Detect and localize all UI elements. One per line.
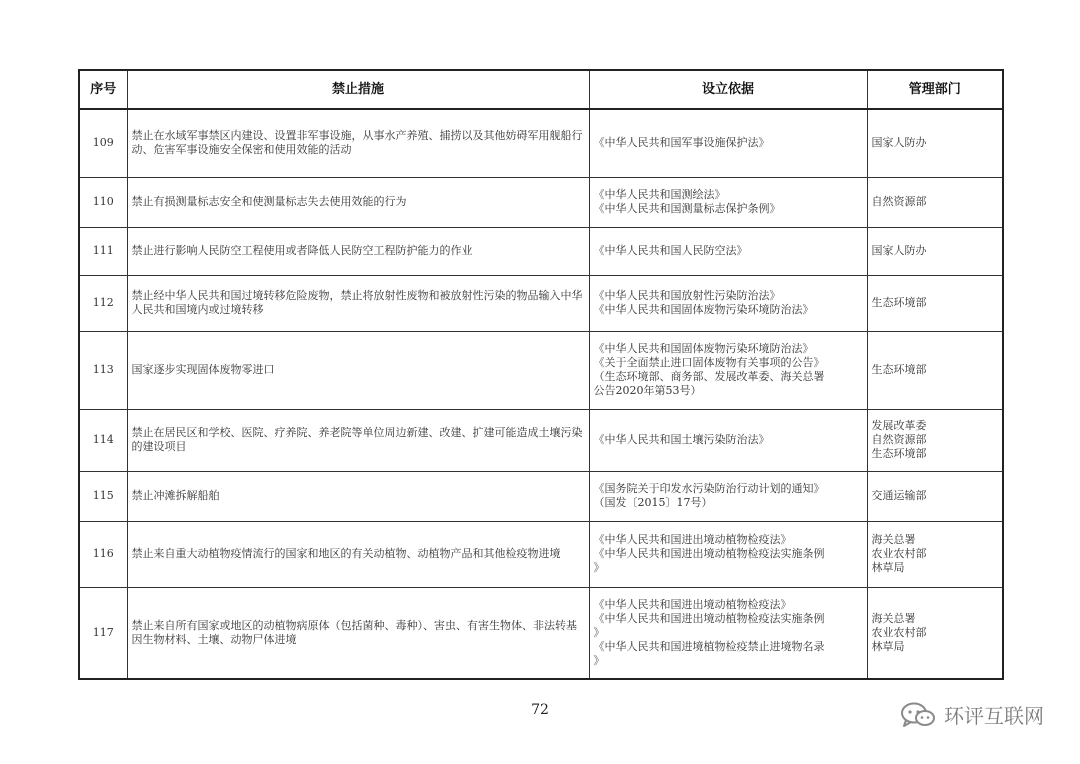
row-measure: 国家逐步实现固体废物零进口: [127, 331, 589, 409]
basis-line: 《中华人民共和国测绘法》: [593, 188, 726, 201]
dept-line: 林草局: [871, 561, 905, 574]
row-measure: 禁止来自重大动植物疫情流行的国家和地区的有关动植物、动植物产品和其他检疫物进境: [127, 521, 589, 587]
row-num: 114: [79, 409, 127, 471]
basis-line: （国发〔2015〕17号）: [593, 496, 713, 509]
prohibition-table: [78, 69, 1004, 680]
row-basis: [589, 109, 867, 177]
table-row: [79, 331, 1003, 409]
dept-line: 生态环境部: [871, 363, 927, 376]
page-number: 72: [531, 702, 549, 718]
row-dept: [867, 409, 1003, 471]
row-dept: [867, 177, 1003, 227]
row-basis: [589, 409, 867, 471]
basis-line: 《关于全面禁止进口固体废物有关事项的公告》: [593, 356, 825, 369]
dept-line: 交通运输部: [871, 489, 927, 502]
row-basis: [589, 331, 867, 409]
wechat-icon: [900, 701, 936, 729]
row-dept: [867, 521, 1003, 587]
table-row: [79, 275, 1003, 331]
row-basis: [589, 227, 867, 275]
basis-line: 《中华人民共和国进出境动植物检疫法》: [593, 597, 792, 611]
header-num: 序号: [79, 70, 127, 109]
dept-line: 林草局: [871, 639, 905, 653]
basis-line: 《中华人民共和国人民防空法》: [593, 244, 748, 257]
row-num: 111: [79, 227, 127, 275]
table-row: [79, 587, 1003, 679]
row-measure: 禁止在居民区和学校、医院、疗养院、养老院等单位周边新建、改建、扩建可能造成土壤污染的建设项目: [127, 409, 589, 471]
dept-line: 生态环境部: [871, 296, 927, 309]
dept-line: 海关总署: [871, 533, 916, 546]
table-row: [79, 521, 1003, 587]
row-dept: [867, 471, 1003, 521]
row-basis: [589, 471, 867, 521]
dept-line: 自然资源部: [871, 433, 927, 446]
row-dept: [867, 109, 1003, 177]
row-measure: 禁止进行影响人民防空工程使用或者降低人民防空工程防护能力的作业: [127, 227, 589, 275]
table-row: [79, 409, 1003, 471]
dept-line: 国家人防办: [871, 136, 927, 150]
row-num: 117: [79, 587, 127, 679]
row-basis: [589, 521, 867, 587]
basis-line: 《中华人民共和国固体废物污染环境防治法》: [593, 303, 814, 316]
row-num: 112: [79, 275, 127, 331]
row-dept: [867, 587, 1003, 679]
basis-line: 《中华人民共和国进出境动植物检疫法实施条例: [593, 547, 825, 560]
basis-line: 《中华人民共和国进境植物检疫禁止进境物名录: [593, 639, 825, 653]
row-measure: 禁止有损测量标志安全和使测量标志失去使用效能的行为: [127, 177, 589, 227]
row-dept: [867, 275, 1003, 331]
basis-line: 《中华人民共和国测量标志保护条例》: [593, 202, 781, 215]
row-measure: 禁止来自所有国家或地区的动植物病原体（包括菌种、毒种）、害虫、有害生物体、非法转基因生物材料、土壤、动物尸体进境: [127, 587, 589, 679]
basis-line: 《国务院关于印发水污染防治行动计划的通知》: [593, 482, 825, 495]
header-basis: 设立依据: [589, 70, 867, 109]
basis-line: 《中华人民共和国进出境动植物检疫法实施条例: [593, 611, 825, 625]
dept-line: 农业农村部: [871, 625, 927, 639]
table-header-row: [79, 70, 1003, 109]
row-basis: [589, 275, 867, 331]
watermark: [900, 700, 1044, 729]
row-measure: 禁止经中华人民共和国过境转移危险废物，禁止将放射性废物和被放射性污染的物品输入中华人民共和国境内或过境转移: [127, 275, 589, 331]
row-dept: [867, 227, 1003, 275]
dept-line: 国家人防办: [871, 244, 927, 257]
row-dept: [867, 331, 1003, 409]
basis-line: 《中华人民共和国军事设施保护法》: [593, 136, 770, 150]
row-basis: [589, 587, 867, 679]
table-row: [79, 471, 1003, 521]
basis-line: 》: [593, 625, 605, 639]
basis-line: 《中华人民共和国固体废物污染环境防治法》: [593, 342, 814, 355]
header-measure: 禁止措施: [127, 70, 589, 109]
basis-line: 《中华人民共和国土壤污染防治法》: [593, 433, 770, 446]
dept-line: 海关总署: [871, 611, 916, 625]
row-measure: 禁止冲滩拆解船舶: [127, 471, 589, 521]
row-num: 116: [79, 521, 127, 587]
dept-line: 发展改革委: [871, 419, 927, 432]
dept-line: 自然资源部: [871, 195, 927, 208]
table-row: [79, 109, 1003, 177]
row-basis: [589, 177, 867, 227]
basis-line: 《中华人民共和国放射性污染防治法》: [593, 289, 781, 302]
watermark-text: 环评互联网: [944, 704, 1044, 728]
table-row: [79, 227, 1003, 275]
row-num: 113: [79, 331, 127, 409]
basis-line: 公告2020年第53号）: [593, 384, 702, 397]
row-measure: 禁止在水域军事禁区内建设、设置非军事设施，从事水产养殖、捕捞以及其他妨碍军用舰船行动、危害军事设施安全保密和使用效能的活动: [127, 109, 589, 177]
row-num: 109: [79, 109, 127, 177]
basis-line: 》: [593, 561, 605, 574]
table-row: [79, 177, 1003, 227]
basis-line: 《中华人民共和国进出境动植物检疫法》: [593, 533, 792, 546]
row-num: 115: [79, 471, 127, 521]
row-num: 110: [79, 177, 127, 227]
header-dept: 管理部门: [867, 70, 1003, 109]
basis-line: （生态环境部、商务部、发展改革委、海关总署: [593, 370, 825, 383]
dept-line: 生态环境部: [871, 447, 927, 460]
dept-line: 农业农村部: [871, 547, 927, 560]
basis-line: 》: [593, 653, 605, 667]
